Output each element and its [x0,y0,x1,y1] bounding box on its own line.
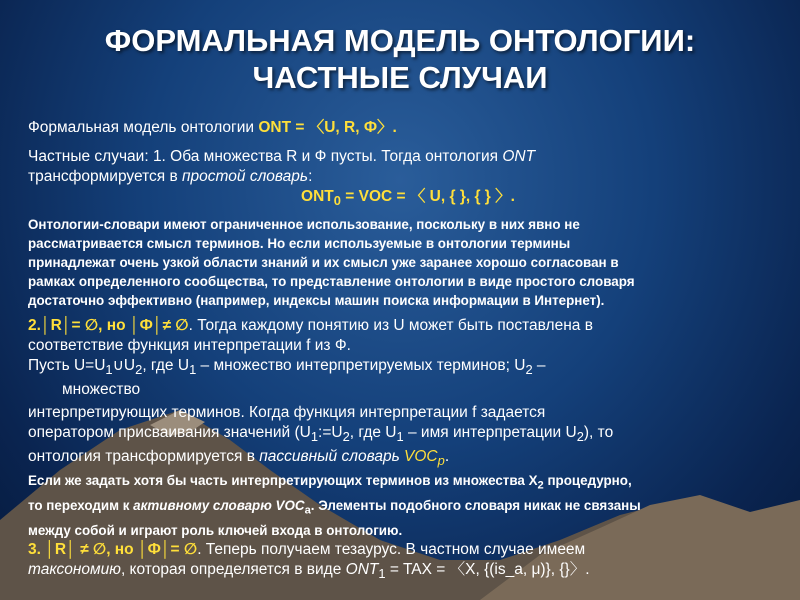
paragraph-line: Онтологии-словари имеют ограниченное использование, поскольку в них явно не [28,217,580,233]
title-line-1: ФОРМАЛЬНАЯ МОДЕЛЬ ОНТОЛОГИИ: [104,23,696,58]
s: 2 [342,429,350,445]
t: – [532,357,546,375]
t: ), то [583,424,614,442]
passive-dictionary: пассивный словарь [259,448,400,466]
t: , где U [349,424,397,442]
formula-ont: ONT [301,188,334,205]
s: 1 [396,429,404,445]
formula-voc: = VOC = 〈 U, { }, { } 〉. [340,188,515,205]
t: процедурно, [543,473,632,489]
case2-line3 [28,356,788,380]
t: оператором присваивания значений (U [28,424,311,442]
s: 1 [378,565,386,581]
paragraph-dictionary [28,215,788,310]
case1-line2 [28,167,788,187]
case3-line1 [28,540,788,560]
t: – множество интерпретируемых терминов; U [196,357,526,375]
s: 1 [310,429,319,445]
formula-sub: 0 [333,193,341,209]
t: онтология трансформируется в [28,448,260,466]
case1-colon: : [308,168,313,185]
t: Пусть U=U [28,357,106,375]
t: = TAX = 〈X, {(is_a, μ)}, {}〉. [385,560,590,578]
case1-simple-dictionary: простой словарь [182,168,309,185]
case1-formula [28,187,788,211]
case1-line1 [28,147,788,167]
t: – имя интерпретации U [403,424,577,442]
title-line-2: ЧАСТНЫЕ СЛУЧАИ [252,60,548,95]
s: 2 [576,429,584,445]
t: Если же задать хотя бы часть интерпретирующих терминов из множества X [28,473,538,489]
s: a [304,504,311,517]
paragraph-line [28,496,788,521]
s: 1 [105,362,113,378]
s: p [437,453,445,469]
paragraph-active [28,471,788,539]
t: то переходим к [28,498,134,514]
model-text: Формальная модель онтологии [28,119,259,136]
taxonomy: таксономию [28,560,121,578]
paragraph-line: достаточно эффективно (например, индексы машин поиска информации в Интернет). [28,293,605,309]
t: :=U [318,424,343,442]
paragraph-line: между собой и играют роль ключей входа в онтологию. [28,522,403,538]
s: 1 [189,362,197,378]
model-formula: ONT = 〈U, R, Ф〉. [258,119,397,136]
paragraph-line: рамках определенного сообщества, то представление онтологии в виде простого словаря [28,274,635,290]
s: 2 [537,480,544,493]
slide-title [0,22,800,96]
case2-line7 [28,447,788,471]
voc-p: VOC [399,448,438,466]
t: , которая определяется в виде [120,560,346,578]
case3-text: . Теперь получаем тезаурус. В частном случае имеем [197,540,586,558]
case2-line6 [28,423,788,447]
active-dictionary: активному словарю VOC [133,498,305,514]
case2-condition: 2.│R│= ∅, но │Ф│≠ ∅ [28,317,189,335]
paragraph-line: принадлежат очень узкой области знаний и их смысл уже заранее хорошо согласован в [28,255,619,271]
case1-text: Частные случаи: 1. Оба множества R и Ф пусты. Тогда онтология [28,148,503,165]
case1-line2-text: трансформируется в [28,168,183,185]
case2-line5: интерпретирующих терминов. Когда функция интерпретации f задается [28,404,546,422]
case2-line2: соответствие функция интерпретации f из Ф. [28,337,351,355]
s: 2 [525,362,533,378]
ont: ONT [345,560,379,578]
case3-condition: 3. │R│ ≠ ∅, но │Ф│= ∅ [28,540,198,558]
model-definition [28,118,788,138]
case1-ont: ONT [502,148,536,165]
case2-line1 [28,316,788,336]
t: . Элементы подобного словаря никак не связаны [310,498,641,514]
t: ∪U [112,357,136,375]
paragraph-line: рассматривается смысл терминов. Но если используемые в онтологии термины [28,236,571,252]
case2-text: . Тогда каждому понятию из U может быть поставлена в [188,317,593,335]
case2-line4: множество [62,381,141,399]
s: 2 [135,362,143,378]
case3-line2 [28,560,788,584]
slide-body [28,118,788,584]
t: , где U [142,357,190,375]
t: . [444,448,450,466]
paragraph-line [28,471,788,496]
